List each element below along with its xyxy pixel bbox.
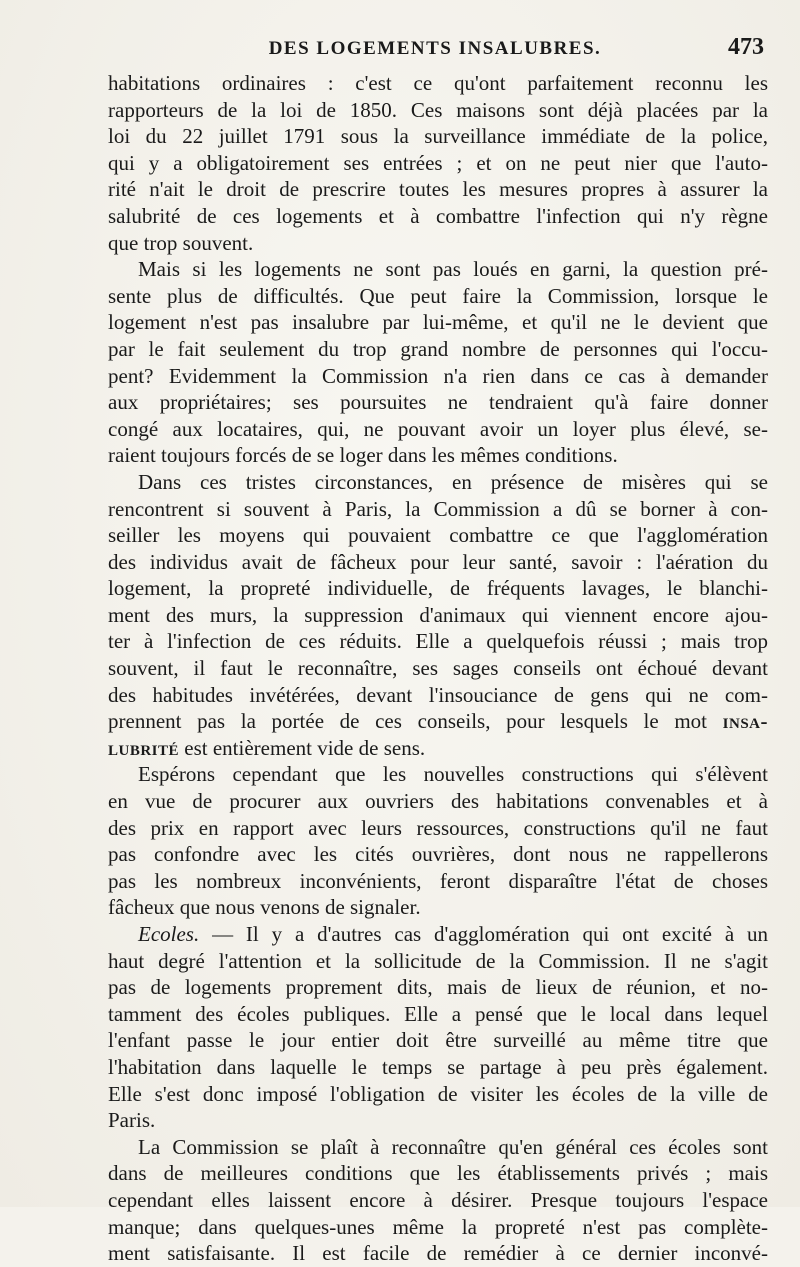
text-line: pas confondre avec les cités ouvrières, dont nous ne rappellerons bbox=[108, 842, 768, 867]
smallcaps-word: insa- bbox=[722, 709, 768, 734]
text-line: La Commission se plaît à reconnaître qu'en général ces écoles sont bbox=[138, 1134, 768, 1159]
text-line: logement, la propreté individuelle, de fréquents lavages, le blanchi- bbox=[108, 576, 768, 601]
text-line: rencontrent si souvent à Paris, la Commission a dû se borner à con- bbox=[108, 496, 768, 521]
text-line: des habitudes invétérées, devant l'insouciance de gens qui ne com- bbox=[108, 682, 768, 707]
text-segment: est entièrement vide de sens. bbox=[179, 735, 426, 760]
text-line: ter à l'infection de ces réduits. Elle a quelquefois réussi ; mais trop bbox=[108, 629, 768, 654]
paragraph-circonstances bbox=[108, 469, 768, 762]
text-line: Mais si les logements ne sont pas loués en garni, la question pré- bbox=[138, 257, 768, 282]
page-number: 473 bbox=[728, 34, 764, 60]
text-line: congé aux locataires, qui, ne pouvant avoir un loyer plus élevé, se- bbox=[108, 416, 768, 441]
text-line: habitations ordinaires : c'est ce qu'ont parfaitement reconnu les bbox=[108, 71, 768, 95]
smallcaps-word: lubrité bbox=[108, 735, 180, 760]
paragraph-constructions bbox=[108, 761, 768, 921]
text-line: qui y a obligatoirement ses entrées ; et on ne peut nier que l'auto- bbox=[108, 150, 768, 175]
text-line: pent? Evidemment la Commission n'a rien dans ce cas à demander bbox=[108, 363, 768, 388]
text-line: l'habitation dans laquelle le temps se partage à peu près également. bbox=[108, 1054, 768, 1079]
paragraph-commission bbox=[108, 1134, 768, 1267]
running-title: DES LOGEMENTS INSALUBRES. bbox=[268, 38, 602, 59]
page-header bbox=[100, 34, 770, 64]
text-line: dans de meilleures conditions que les établissements privés ; mais bbox=[108, 1161, 768, 1186]
text-line: haut degré l'attention et la sollicitude de la Commission. Il ne s'agit bbox=[108, 948, 768, 973]
paragraph-ecoles bbox=[108, 921, 768, 1134]
paragraph-garni bbox=[108, 256, 768, 469]
text-line: sente plus de difficultés. Que peut faire la Commission, lorsque le bbox=[108, 283, 768, 308]
text-line: logement n'est pas insalubre par lui-même, et qu'il ne le devient que bbox=[108, 310, 768, 335]
text-line: rapporteurs de la loi de 1850. Ces maisons sont déjà placées par la bbox=[108, 97, 768, 122]
text-line: fâcheux que nous venons de signaler. bbox=[108, 895, 421, 920]
text-line: cependant elles laissent encore à désirer. Presque toujours l'espace bbox=[108, 1187, 768, 1212]
text-line: souvent, il faut le reconnaître, ses sages conseils ont échoué devant bbox=[108, 656, 768, 681]
text-line: Elle s'est donc imposé l'obligation de visiter les écoles de la ville de bbox=[108, 1081, 768, 1106]
text-line: rité n'ait le droit de prescrire toutes les mesures propres à assurer la bbox=[108, 177, 768, 202]
text-line: par le fait seulement du trop grand nombre de personnes qui l'occu- bbox=[108, 336, 768, 361]
text-line-with-smallcaps bbox=[108, 735, 768, 762]
text-line: des prix en rapport avec leurs ressources, constructions qu'il ne faut bbox=[108, 815, 768, 840]
text-line: ment satisfaisante. Il est facile de remédier à ce dernier inconvé- bbox=[108, 1241, 768, 1266]
text-line: tamment des écoles publiques. Elle a pensé que le local dans lequel bbox=[108, 1001, 768, 1026]
text-line: raient toujours forcés de se loger dans les mêmes conditions. bbox=[108, 443, 618, 468]
text-line: ment des murs, la suppression d'animaux qui viennent encore ajou- bbox=[108, 602, 768, 627]
text-line: l'enfant passe le jour entier doit être surveillé au même titre que bbox=[108, 1028, 768, 1053]
body-text bbox=[108, 70, 768, 1267]
section-lead: Ecoles. bbox=[138, 922, 200, 946]
text-line: que trop souvent. bbox=[108, 230, 254, 255]
text-line: loi du 22 juillet 1791 sous la surveillance immédiate de la police, bbox=[108, 124, 768, 149]
text-line: Paris. bbox=[108, 1108, 156, 1133]
text-line: pas de logements proprement dits, mais de lieux de réunion, et no- bbox=[108, 975, 768, 1000]
text-line: Espérons cependant que les nouvelles constructions qui s'élèvent bbox=[138, 762, 768, 787]
text-line: salubrité de ces logements et à combattre l'infection qui n'y règne bbox=[108, 203, 768, 228]
text-line: Dans ces tristes circonstances, en présence de misères qui se bbox=[138, 469, 768, 494]
text-line: pas les nombreux inconvénients, feront disparaître l'état de choses bbox=[108, 868, 768, 893]
text-line: manque; dans quelques-unes même la propreté n'est pas complète- bbox=[108, 1214, 768, 1239]
text-line: des individus avait de fâcheux pour leur santé, savoir : l'aération du bbox=[108, 549, 768, 574]
text-segment: prennent pas la portée de ces conseils, pour lesquels le mot bbox=[108, 709, 708, 734]
text-line: seiller les moyens qui pouvaient combattre ce que l'agglomération bbox=[108, 523, 768, 548]
text-segment: — Il y a d'autres cas d'agglomération qui ont excité à un bbox=[199, 922, 768, 946]
text-line: aux propriétaires; ses poursuites ne tendraient qu'à faire donner bbox=[108, 390, 768, 415]
paragraph-continuation bbox=[108, 70, 768, 256]
text-line-with-smallcaps bbox=[108, 708, 768, 735]
text-line-with-lead bbox=[108, 921, 768, 948]
text-line: en vue de procurer aux ouvriers des habitations convenables et à bbox=[108, 789, 768, 814]
